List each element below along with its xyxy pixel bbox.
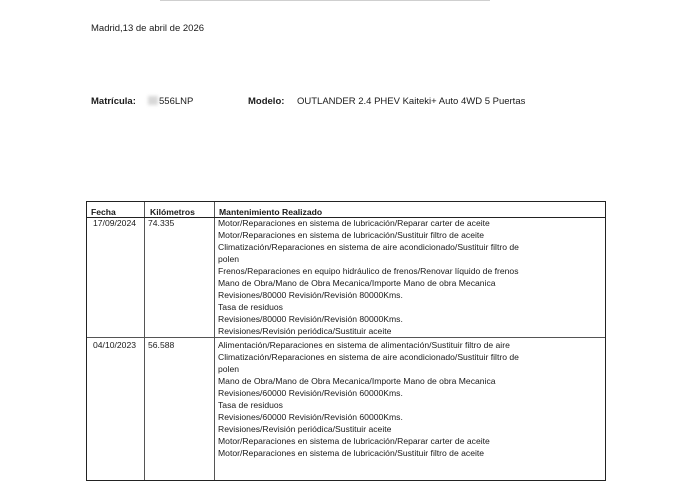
header-fecha: Fecha (91, 207, 116, 217)
plate-value-wrap (148, 96, 193, 107)
maintenance-line: Revisiones/80000 Revisión/Revisión 80000Kms. (218, 314, 403, 324)
maintenance-line: Climatización/Reparaciones en sistema de aire acondicionado/Sustituir filtro de (218, 352, 519, 362)
model-value: OUTLANDER 2.4 PHEV Kaiteki+ Auto 4WD 5 Puertas (297, 96, 526, 107)
row-date: 17/09/2024 (93, 218, 137, 228)
maintenance-line: Revisiones/80000 Revisión/Revisión 80000Kms. (218, 290, 403, 300)
maintenance-line: Revisiones/60000 Revisión/Revisión 60000Kms. (218, 412, 403, 422)
table-header (87, 202, 605, 218)
maintenance-line: Motor/Reparaciones en sistema de lubricación/Reparar carter de aceite (218, 218, 490, 228)
row-km: 74.335 (148, 218, 175, 228)
header-mantenimiento: Mantenimiento Realizado (219, 207, 323, 217)
table-row (87, 217, 605, 338)
maintenance-line: Tasa de residuos (218, 302, 283, 312)
maintenance-line: Tasa de residuos (218, 400, 283, 410)
row-date: 04/10/2023 (93, 340, 137, 350)
maintenance-line: Motor/Reparaciones en sistema de lubricación/Reparar carter de aceite (218, 436, 490, 446)
maintenance-line: Revisiones/Revisión periódica/Sustituir aceite (218, 424, 392, 434)
maintenance-line: Alimentación/Reparaciones en sistema de alimentación/Sustituir filtro de aire (218, 340, 510, 350)
maintenance-line: Frenos/Reparaciones en equipo hidráulico de frenos/Renovar líquido de frenos (218, 266, 519, 276)
maintenance-line: Motor/Reparaciones en sistema de lubricación/Sustituir filtro de aceite (218, 448, 485, 458)
plate-label: Matrícula: (91, 96, 136, 107)
maintenance-line: Mano de Obra/Mano de Obra Mecanica/Importe Mano de obra Mecanica (218, 376, 496, 386)
document-date: Madrid,13 de abril de 2026 (91, 23, 205, 34)
maintenance-line: polen (218, 254, 240, 264)
maintenance-line: Revisiones/Revisión periódica/Sustituir aceite (218, 326, 392, 336)
row-km: 56.588 (148, 340, 175, 350)
maintenance-table (86, 201, 606, 481)
model-label: Modelo: (248, 96, 285, 107)
top-divider (160, 0, 490, 2)
maintenance-line: Motor/Reparaciones en sistema de lubricación/Sustituir filtro de aceite (218, 230, 485, 240)
header-kilometros: Kilómetros (150, 207, 195, 217)
plate-value: 556LNP (159, 96, 194, 107)
maintenance-line: Climatización/Reparaciones en sistema de aire acondicionado/Sustituir filtro de (218, 242, 519, 252)
maintenance-line: polen (218, 364, 240, 374)
redacted-mark (148, 96, 158, 105)
maintenance-line: Revisiones/60000 Revisión/Revisión 60000Kms. (218, 388, 403, 398)
maintenance-line: Mano de Obra/Mano de Obra Mecanica/Importe Mano de obra Mecanica (218, 278, 496, 288)
row-maintenance (218, 217, 604, 337)
row-maintenance (218, 339, 604, 459)
table-row (87, 339, 605, 479)
